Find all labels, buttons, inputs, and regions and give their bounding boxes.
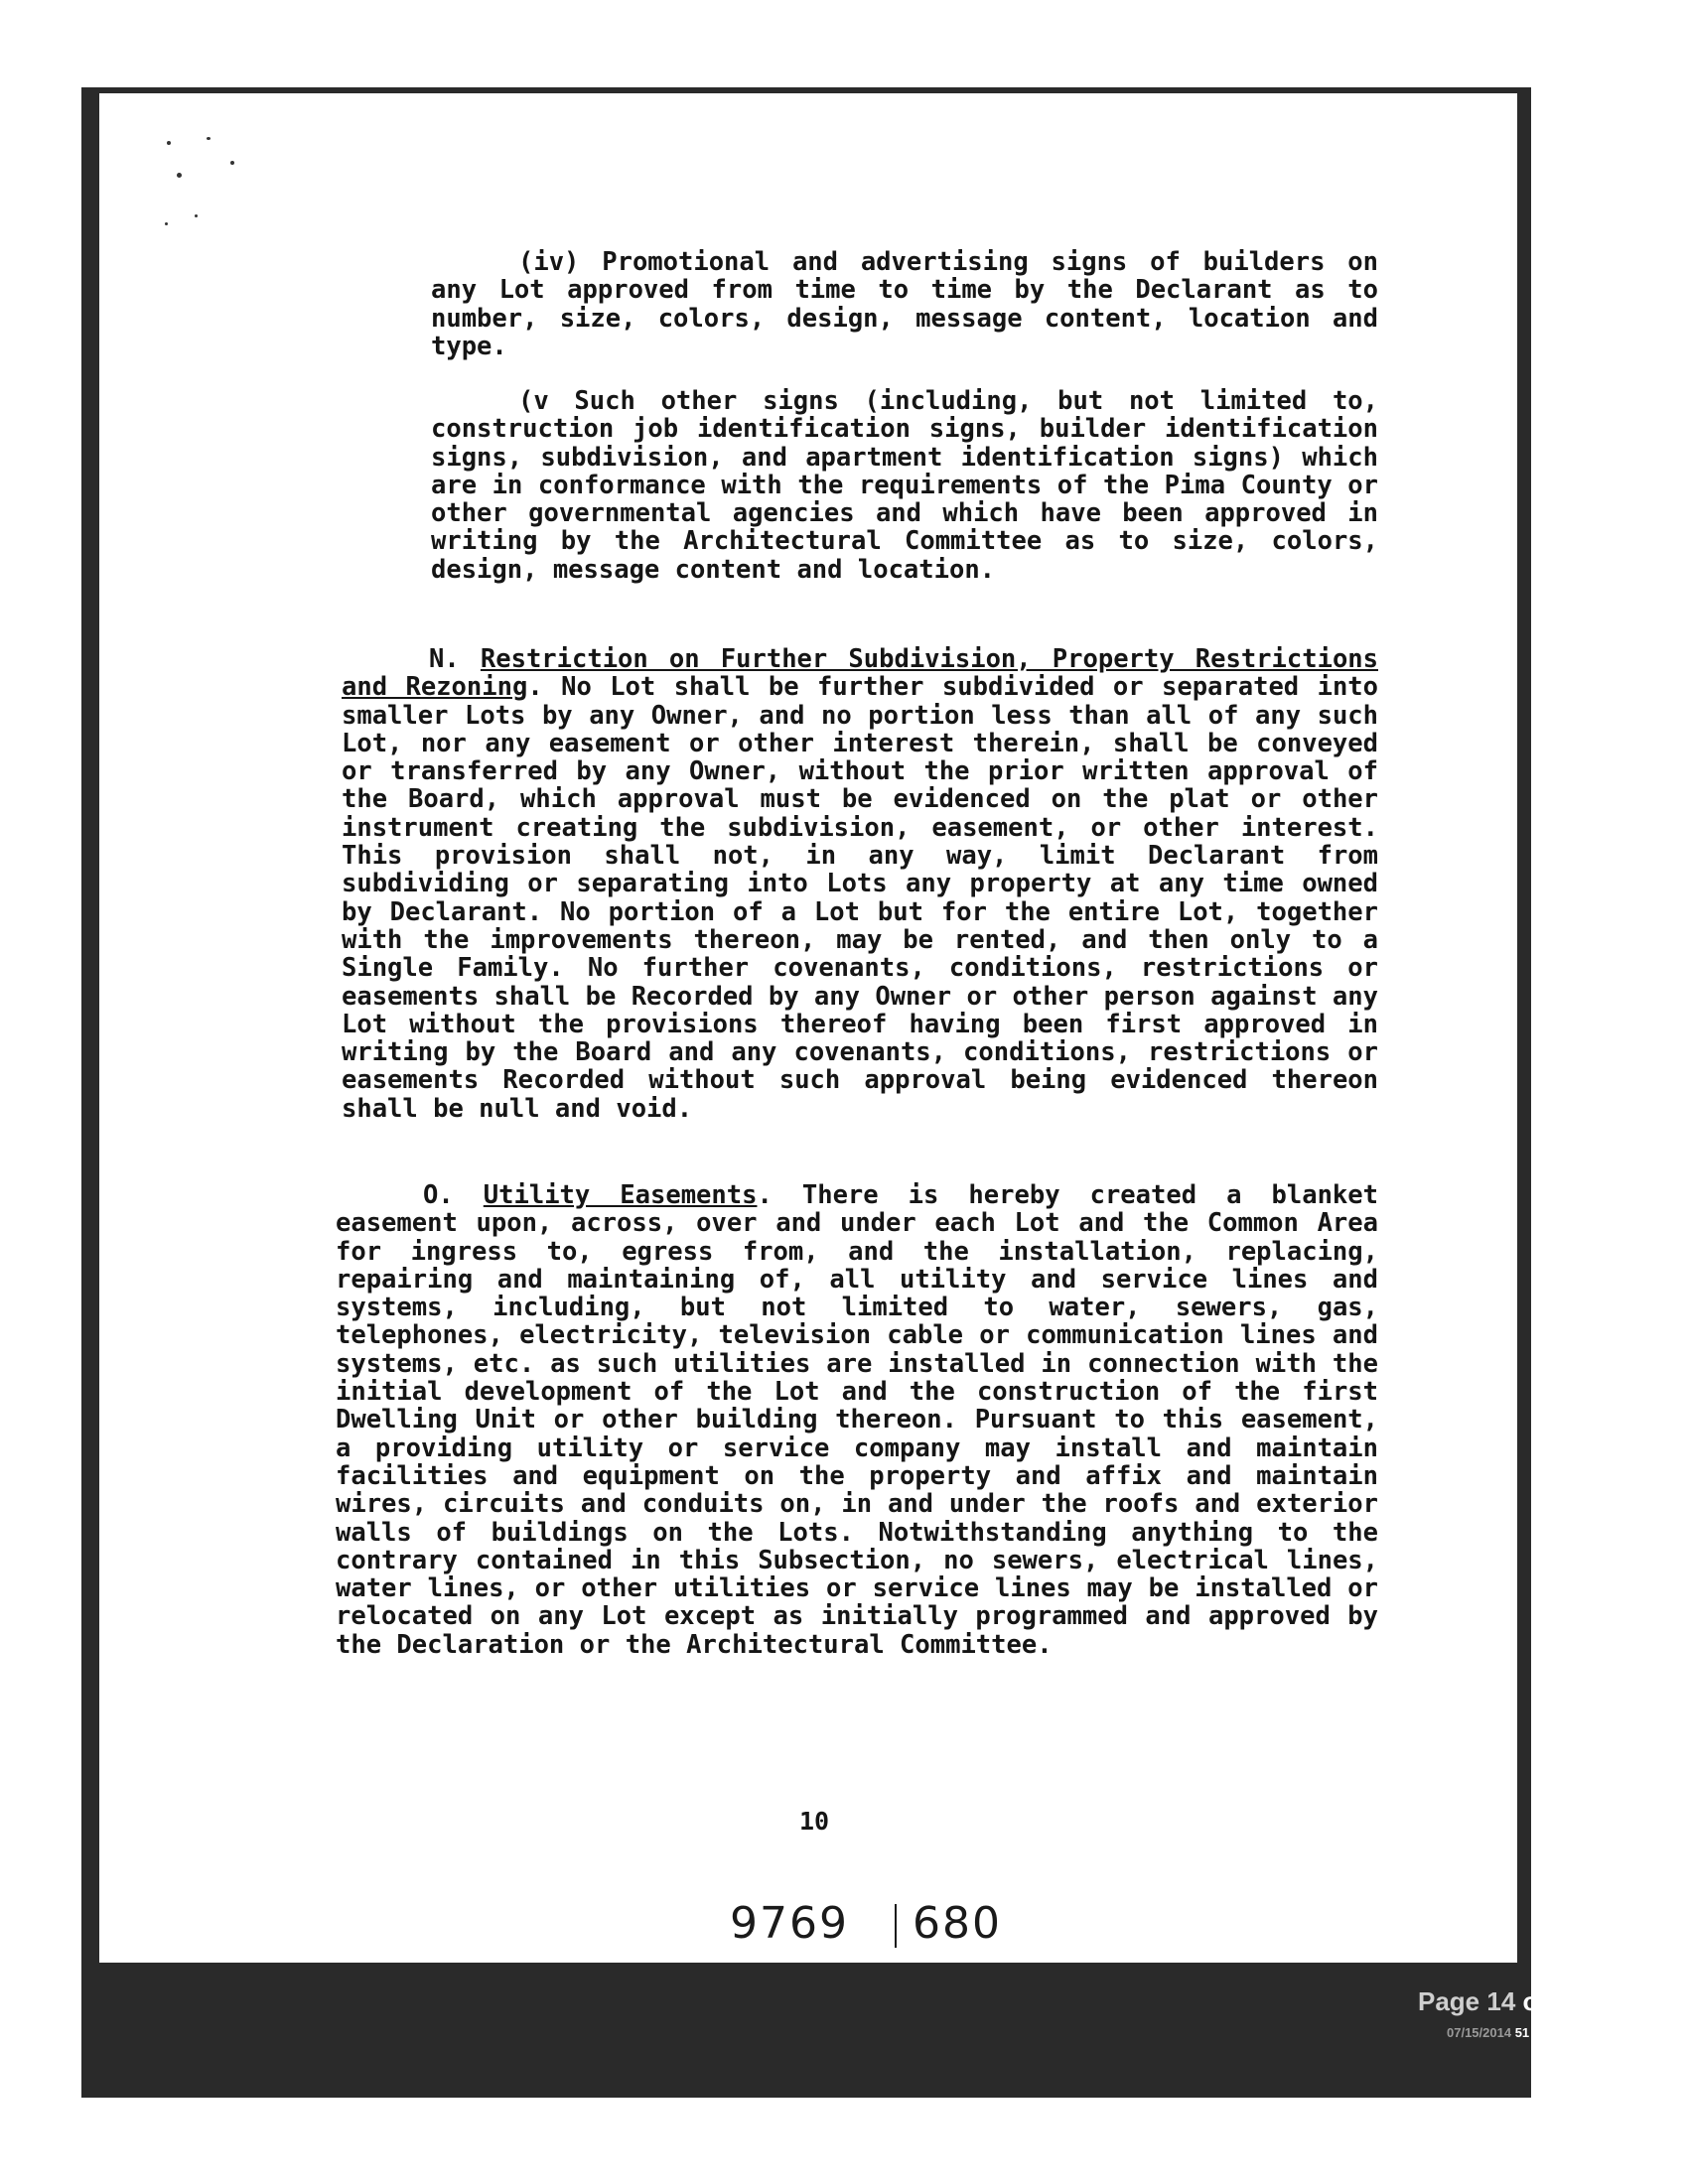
scan-speck xyxy=(195,214,198,217)
recording-separator xyxy=(895,1904,897,1948)
scan-speck xyxy=(177,173,182,178)
paragraph-iv-text: (iv) Promotional and advertising signs of builders on any Lot approved from time to time by the Declarant as to number, size, colors, design, message content, location and type. xyxy=(431,247,1378,361)
page-timestamp-date: 07/15/2014 xyxy=(1447,2025,1512,2040)
recording-page: 680 xyxy=(913,1898,1002,1949)
section-n xyxy=(342,645,1378,1123)
page-counter-total: of 37 xyxy=(1522,1986,1584,2016)
paragraph-iv xyxy=(344,248,1378,360)
section-o xyxy=(336,1181,1378,1659)
page-counter xyxy=(1418,1986,1583,2017)
paragraph-v xyxy=(344,387,1378,584)
recording-number xyxy=(707,1898,1025,1949)
section-n-label: N. xyxy=(429,644,460,674)
paragraph-v-text: (v Such other signs (including, but not limited to, construction job identification signs, builder identification signs, subdivision, and apartment identification signs) which are in conformance with the requirements of the Pima County or other governmental agencies and which have been approved in writing by the Architectural Committee as to size, colors, design, message content and location. xyxy=(431,386,1378,585)
scan-speck xyxy=(167,141,171,145)
section-o-heading: Utility Easements xyxy=(483,1180,758,1210)
section-o-label: O. xyxy=(423,1180,454,1210)
section-o-body: . There is hereby created a blanket easement upon, across, over and under each Lot and the Common Area for ingress to, egress from, and the installation, replacing, repairing and maintaining of, all utility and service lines and systems, including, but not limited to water, sewers, gas, telephones, electricity, television cable or communication lines and systems, etc. as such utilities are installed in connection with the initial development of the Lot and the construction of the first Dwelling Unit or other building thereon. Pursuant to this easement, a providing utility or service company may install and maintain facilities and equipment on the property and affix and maintain wires, circuits and conduits on, in and under the roofs and exterior walls of buildings on the Lots. Notwithstanding anything to the contrary contained in this Subsection, no sewers, electrical lines, water lines, or other utilities or service lines may be installed or relocated on any Lot except as initially programmed and approved by the Declaration or the Architectural Committee. xyxy=(336,1180,1378,1660)
page-timestamp-time: 51 AM xyxy=(1514,2025,1553,2040)
section-n-heading: Restriction on Further Subdivision, Property Restrictions and Rezoning xyxy=(342,644,1378,703)
page-counter-label: Page 14 xyxy=(1418,1986,1516,2016)
scan-speck xyxy=(165,222,168,225)
page-number: 10 xyxy=(798,1807,830,1836)
scan-speck xyxy=(230,161,234,165)
page-timestamp xyxy=(1447,2025,1553,2040)
scan-speck xyxy=(207,137,211,140)
section-n-body: . No Lot shall be further subdivided or separated into smaller Lots by any Owner, and no portion less than all of any such Lot, nor any easement or other interest therein, shall be conveyed or transferred by any Owner, without the prior written approval of the Board, which approval must be evidenced on the plat or other instrument creating the subdivision, easement, or other interest. This provision shall not, in any way, limit Declarant from subdividing or separating into Lots any property at any time owned by Declarant. No portion of a Lot but for the entire Lot, together with the improvements thereon, may be rented, and then only to a Single Family. No further covenants, conditions, restrictions or easements shall be Recorded by any Owner or other person against any Lot without the provisions thereof having been first approved in writing by the Board and any covenants, conditions, restrictions or easements Recorded without such approval being evidenced thereon shall be null and void. xyxy=(342,672,1378,1124)
recording-docket: 9769 xyxy=(730,1898,849,1949)
